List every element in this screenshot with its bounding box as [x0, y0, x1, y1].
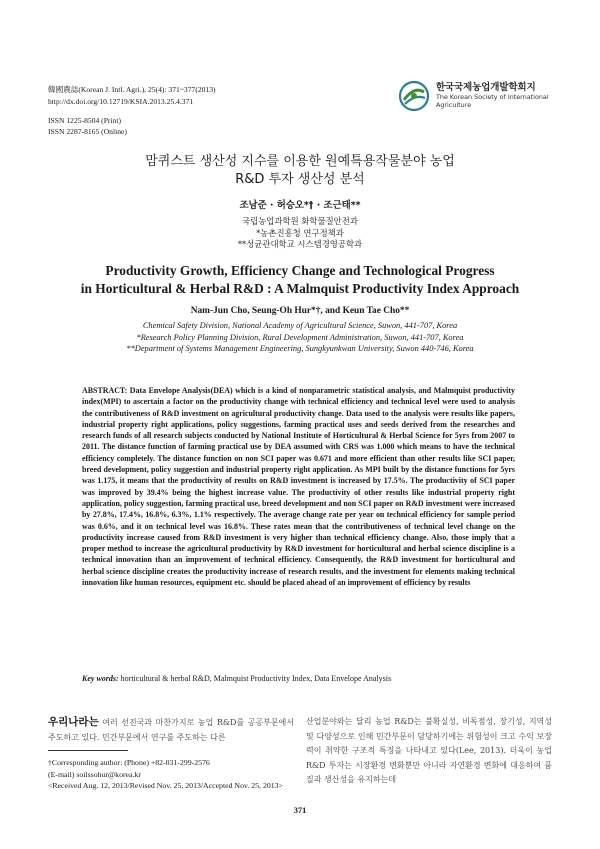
received-dates: <Received Aug. 12, 2013/Revised Nov. 25, 2013/Accepted Nov. 25, 2013> — [48, 781, 283, 791]
society-name-korean: 한국국제농업개발학회지 — [436, 82, 536, 93]
journal-citation: 韓國農誌(Korean J. Intl. Agri.), 25(4): 371~377(2013) — [48, 85, 216, 94]
english-authors: Nam-Jun Cho, Seung-Oh Hur*†, and Keun Tae Cho** — [190, 306, 410, 316]
korean-title-line2: R&D 투자 생산성 분석 — [235, 172, 365, 187]
society-logo — [398, 78, 558, 114]
english-affiliation-1: Chemical Safety Division, National Academy of Agricultural Science, Suwon, 441-707, Korea — [142, 321, 458, 330]
page-number: 371 — [293, 806, 307, 815]
korean-affiliations — [0, 216, 600, 251]
body-lead-word: 우리나라는 — [48, 716, 99, 728]
doi-link[interactable]: http://dx.doi.org/10.12719/KSIA.2013.25.4.371 — [48, 96, 194, 106]
english-affiliation-2: *Research Policy Planning Division, Rural Development Administration, Suwon, 441-707, Korea — [136, 332, 464, 342]
english-affiliations — [0, 320, 600, 355]
society-name-english — [436, 93, 549, 109]
english-title-line1: Productivity Growth, Efficiency Change and Technological Progress — [105, 263, 495, 278]
korean-title-line1: 맘퀴스트 생산성 지수를 이용한 원예특용작물분야 농업 — [145, 154, 455, 169]
abstract: ABSTRACT: Data Envelope Analysis(DEA) which is a kind of nonparametric statistical analysis, and Malmquist productivity index(MPI) to ascertain a factor on the productivity change with technical efficiency and technical level were used to analysis the contributiveness of R&D investment on agricultural productivity change. Data used to the analysis were results like papers, industrial property right applications, policy suggestions, farming practical uses and seeds derived from the researches and research funds of all research subjects conducted by National Institute of Horticultural & Herbal Science for 5yrs from 2007 to 2011. The distance function of farming practical use by DEA assumed with CRS was 1.000 which means to have the technical efficiency completely. The distance function on non SCI paper was 0.671 and more efficient than other results like SCI paper, breed development, policy suggestion and industrial property right application. As MPI built by the distance functions for 5yrs was 1.175, it means that the productivity of results on R&D investment is increased by 17.5%. The productivity of SCI paper was improved by 39.4% being the highest increase value. The productivity of other results like industrial property right application, policy suggestion, farming practical use, breed development and non SCI paper on R&D investment were increased by 27.8%, 17.4%, 16.8%, 6.3%, 1.1% respectively. The average change rate per year on technical efficiency for sample period was 0.6%, and it on technical level was 16.8%. These rates mean that the contributiveness of technical level change on the productivity increase caused from R&D investment is very higher than technical efficiency change. Also, those imply that a proper method to increase the agricultural productivity by R&D investment for horticultural and herbal science discipline is a technical innovation than an improvement of technical efficiency. Consequently, the R&D investment for horticultural and herbal science discipline creates the productivity increase of research results, and the investment for elements making technical innovation like human resources, equipment etc. should be placed ahead of an improvement of efficiency by results — [82, 386, 515, 588]
korean-title — [0, 153, 600, 189]
society-name-english-line1: The Korean Society of International — [436, 93, 549, 101]
body-column-right: 산업분야와는 달리 농업 R&D는 불확실성, 비독점성, 장기성, 지역성 및 다양성으로 인해 민간부문이 담당하기에는 위험성이 크고 수익 보장력이 취약한 구조적 특징을 나타내고 있다(Lee, 2013). 더욱이 농업 R&D 투자는 시장환경 변화뿐만 아니라 자연환경 변화에 대응하여 품질과 생산성을 유지하는데 — [306, 717, 552, 784]
korean-affiliation-1: 국립농업과학원 화학물질안전과 — [242, 216, 358, 226]
issn-online: ISSN 2287-8165 (Online) — [48, 127, 127, 136]
footnote-divider — [48, 750, 128, 751]
footnote — [48, 757, 283, 792]
issn-print: ISSN 1225-8504 (Print) — [48, 116, 121, 125]
korean-affiliation-2: *농촌진흥청 연구정책과 — [256, 227, 344, 238]
corresponding-author: †Corresponding author: (Phone) +82-031-299-2576 — [48, 758, 210, 767]
keywords-text: horticultural & herbal R&D, Malmquist Productivity Index, Data Envelope Analysis — [120, 674, 392, 683]
corresponding-email[interactable]: (E-mail) soilssohur@korea.kr — [48, 769, 141, 779]
keywords — [82, 674, 515, 683]
society-name-english-line2: Agriculture — [436, 101, 472, 109]
english-affiliation-3: **Department of Systems Management Engineering, Sungkyunkwan University, Suwon 440-746, Korea — [126, 344, 474, 354]
english-title-line2: in Horticultural & Herbal R&D : A Malmquist Productivity Index Approach — [80, 280, 520, 296]
body-left-text: 여러 선진국과 마찬가지로 농업 R&D를 공공부문에서 주도하고 있다. 민간부문에서 연구를 주도하는 다른 — [48, 718, 294, 742]
society-emblem-icon — [398, 80, 430, 112]
english-title — [0, 262, 600, 297]
korean-affiliation-3: **성균관대학교 시스템경영공학과 — [237, 239, 363, 250]
issn-block — [48, 115, 127, 137]
korean-authors: 조남준 · 허승오*† · 조근태** — [239, 200, 361, 211]
journal-citation-block — [48, 84, 216, 107]
body-column-left — [48, 715, 294, 745]
keywords-label: Key words: — [82, 674, 119, 683]
